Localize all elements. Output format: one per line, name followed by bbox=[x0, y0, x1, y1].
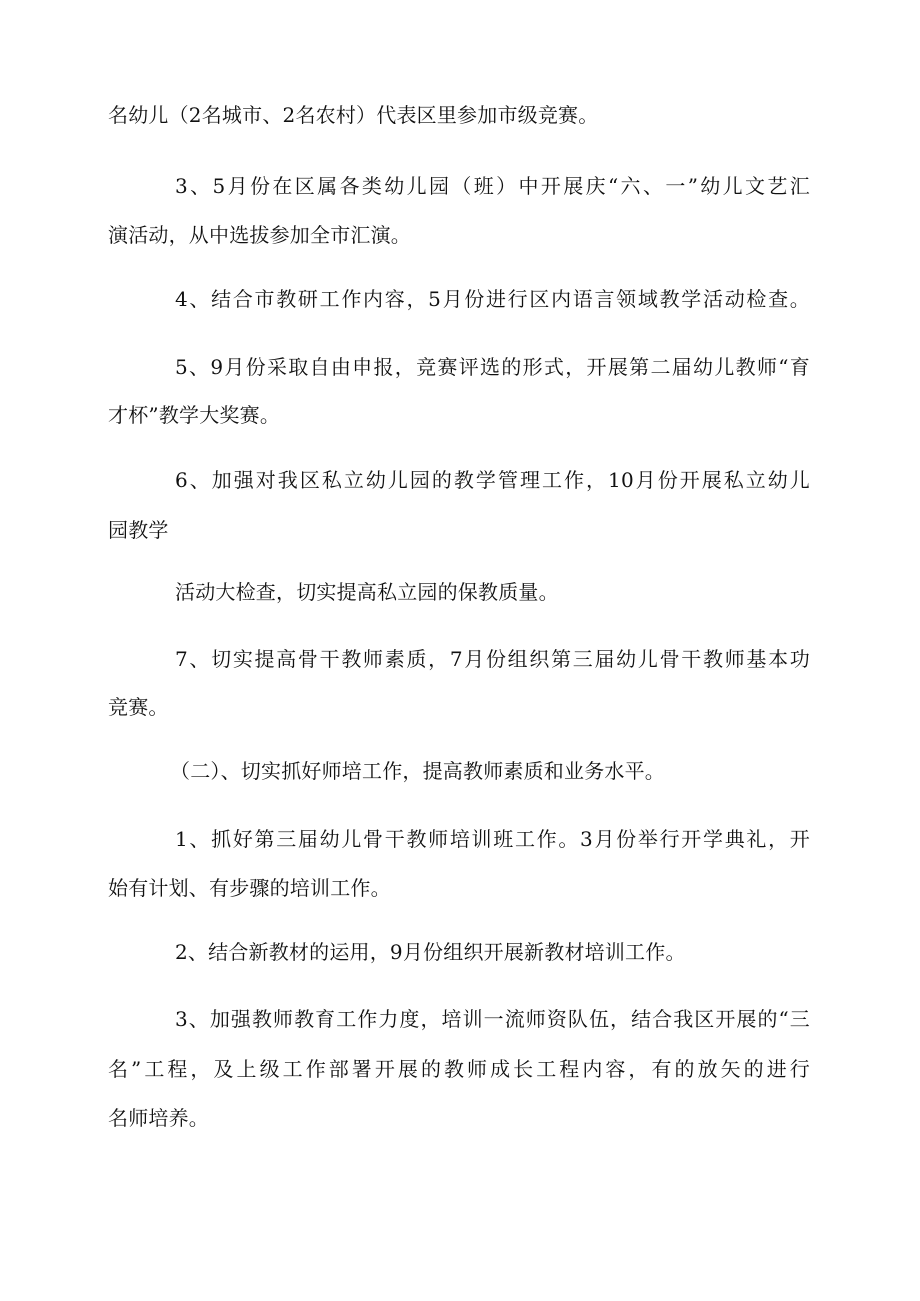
section-heading: （二）、切实抓好师培工作，提高教师素质和业务水平。 bbox=[170, 759, 665, 783]
paragraph-line: 始有计划、有步骤的培训工作。 bbox=[108, 876, 391, 900]
paragraph-line: 5、9月份采取自由申报，竞赛评选的形式，开展第二届幼儿教师“育 bbox=[175, 355, 810, 379]
paragraph-line: 3、5月份在区属各类幼儿园（班）中开展庆“六、一”幼儿文艺汇 bbox=[175, 174, 810, 198]
paragraph-line: 7、切实提高骨干教师素质，7月份组织第三届幼儿骨干教师基本功 bbox=[175, 647, 810, 671]
paragraph-line: 竞赛。 bbox=[108, 695, 169, 719]
paragraph-line: 1、抓好第三届幼儿骨干教师培训班工作。3月份举行开学典礼，开 bbox=[175, 827, 810, 851]
paragraph-line: 2、结合新教材的运用，9月份组织开展新教材培训工作。 bbox=[175, 940, 686, 964]
paragraph-line: 名幼儿（2名城市、2名农村）代表区里参加市级竞赛。 bbox=[108, 103, 599, 127]
paragraph-line: 园教学 bbox=[108, 518, 169, 542]
paragraph-line: 名师培养。 bbox=[108, 1106, 209, 1130]
paragraph-line: 6、加强对我区私立幼儿园的教学管理工作，10月份开展私立幼儿 bbox=[175, 468, 810, 492]
paragraph-line: 活动大检查，切实提高私立园的保教质量。 bbox=[175, 580, 559, 604]
paragraph-line: 才杯”教学大奖赛。 bbox=[108, 403, 281, 427]
paragraph-line: 名”工程，及上级工作部署开展的教师成长工程内容，有的放矢的进行 bbox=[108, 1057, 810, 1081]
paragraph-line: 演活动，从中选拔参加全市汇演。 bbox=[108, 223, 411, 247]
paragraph-line: 4、结合市教研工作内容，5月份进行区内语言领域教学活动检查。 bbox=[175, 287, 810, 311]
paragraph-line: 3、加强教师教育工作力度，培训一流师资队伍，结合我区开展的“三 bbox=[175, 1007, 810, 1031]
